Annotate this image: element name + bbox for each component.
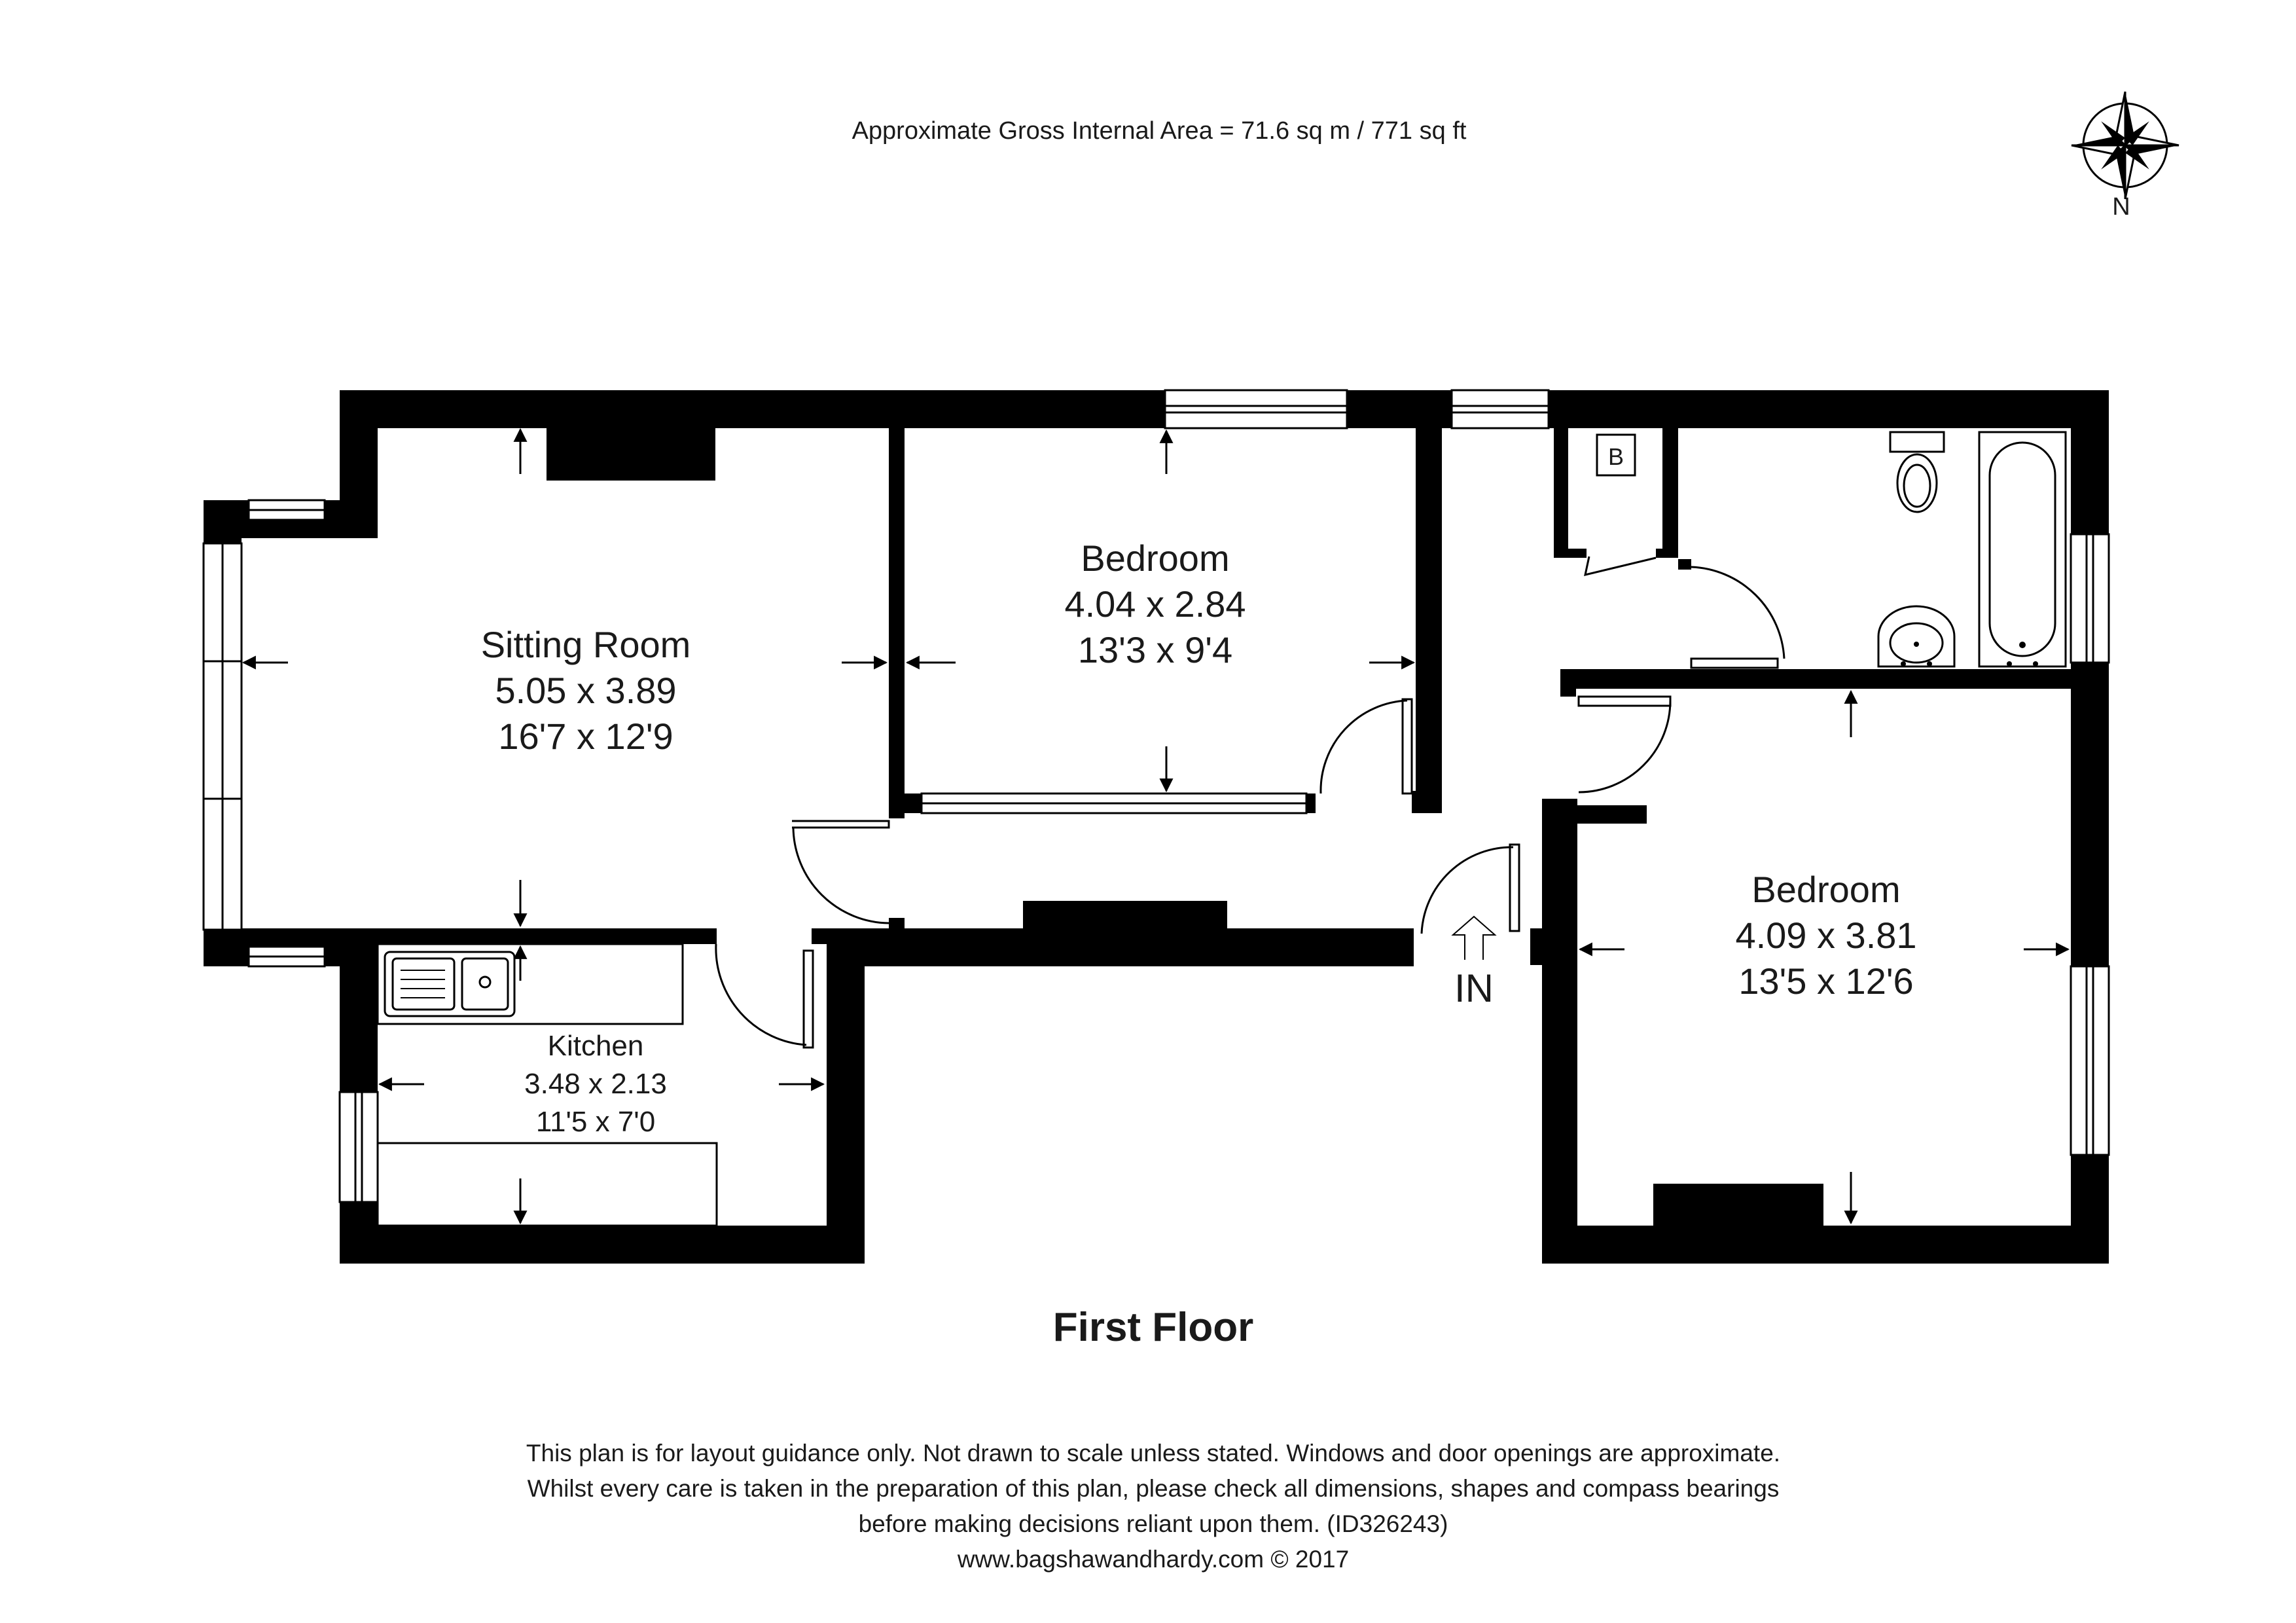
kitchen-name: Kitchen: [547, 1030, 644, 1062]
sitting-room-name: Sitting Room: [480, 624, 691, 665]
disclaimer-line-1: This plan is for layout guidance only. Not drawn to scale unless stated. Windows and door openings are approximate.: [526, 1440, 1781, 1467]
compass-rose-icon: [2072, 92, 2179, 199]
bedroom-2-imperial: 13'5 x 12'6: [1738, 960, 1914, 1002]
bathtub-icon: [1979, 432, 2066, 666]
washbasin-icon: [1878, 606, 1954, 666]
kitchen-imperial: 11'5 x 7'0: [535, 1106, 656, 1138]
bedroom-1-metric: 4.04 x 2.84: [1064, 583, 1246, 625]
windows: [204, 390, 2109, 1202]
website-copyright: www.bagshawandhardy.com © 2017: [957, 1546, 1350, 1573]
kitchen-metric: 3.48 x 2.13: [524, 1068, 667, 1100]
room-label-sitting-room: [481, 624, 691, 757]
bedroom-2-metric: 4.09 x 3.81: [1735, 915, 1917, 956]
worktop-bottom: [378, 1143, 717, 1226]
bedroom-1-name: Bedroom: [1081, 538, 1230, 579]
toilet-icon: [1890, 432, 1944, 512]
entrance-label: IN: [1454, 966, 1494, 1010]
floor-title: First Floor: [1052, 1305, 1254, 1350]
sink-icon: [385, 952, 514, 1016]
bedroom-1-imperial: 13'3 x 9'4: [1077, 629, 1233, 670]
walls: [204, 390, 2109, 1264]
room-label-bedroom-1: [1064, 538, 1246, 670]
sitting-room-metric: 5.05 x 3.89: [495, 670, 677, 711]
disclaimer-line-2: Whilst every care is taken in the preparation of this plan, please check all dimensions, shapes and compass bearings: [527, 1475, 1780, 1502]
bedroom-2-name: Bedroom: [1751, 869, 1901, 910]
room-label-bedroom-2: [1735, 869, 1916, 1002]
disclaimer-line-3: before making decisions reliant upon them. (ID326243): [858, 1510, 1448, 1537]
disclaimer: [526, 1440, 1780, 1573]
room-label-kitchen: [524, 1030, 667, 1138]
gross-area-text: Approximate Gross Internal Area = 71.6 sq m / 771 sq ft: [852, 117, 1467, 145]
entrance-arrow-icon: [1453, 917, 1495, 960]
boiler-label: B: [1607, 443, 1624, 470]
sitting-room-imperial: 16'7 x 12'9: [498, 716, 673, 757]
compass-north-label: N: [2112, 193, 2130, 221]
